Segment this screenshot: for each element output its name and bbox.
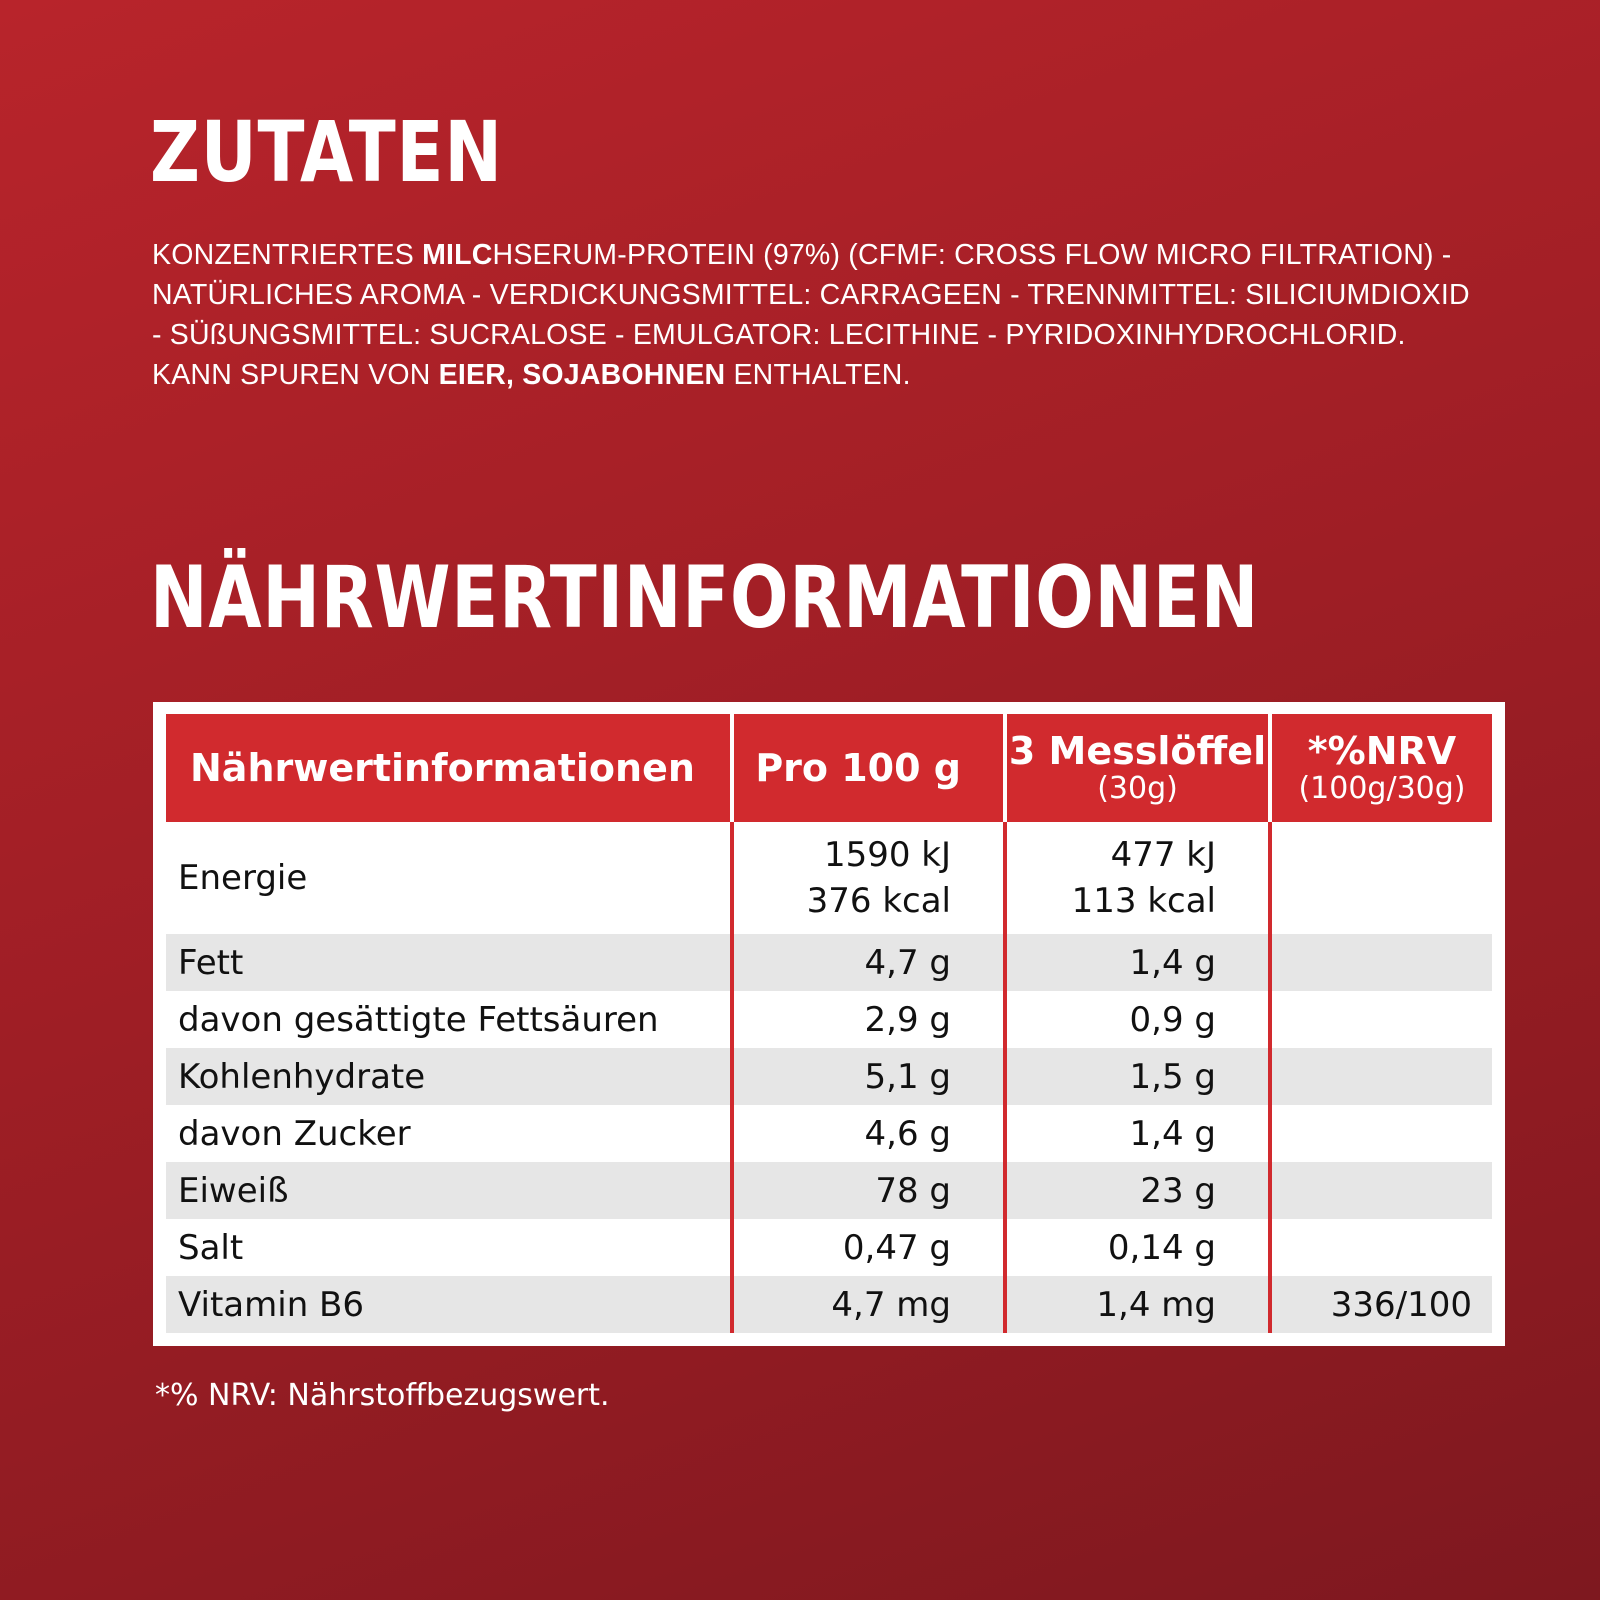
value-per-100g-line: 5,1 g — [864, 1056, 951, 1097]
header-portion — [1005, 714, 1270, 822]
value-per-100g-line: 1590 kJ — [823, 835, 951, 875]
value-per-portion-line: 113 kcal — [1071, 881, 1216, 921]
value-per-100g — [732, 1162, 1005, 1219]
value-per-portion — [1005, 934, 1270, 991]
header-portion-label: 3 Messlöffel — [1008, 729, 1267, 773]
value-nrv — [1270, 1219, 1492, 1276]
value-per-portion — [1005, 822, 1270, 934]
nutrient-name: davon Zucker — [166, 1105, 732, 1162]
ingredient-text: KONZENTRIERTES — [152, 239, 423, 271]
value-per-portion — [1005, 1162, 1270, 1219]
value-per-portion-line: 477 kJ — [1110, 835, 1216, 875]
nutrition-table-header-row — [166, 714, 1492, 822]
zutaten-heading: ZUTATEN — [150, 103, 503, 201]
value-per-100g-line: 2,9 g — [864, 999, 951, 1040]
ingredient-text: ENTHALTEN. — [725, 359, 911, 391]
value-per-portion-line: 1,4 g — [1129, 942, 1216, 983]
nutrient-name: Fett — [166, 934, 732, 991]
value-per-100g-line: 78 g — [875, 1170, 951, 1211]
table-row — [166, 991, 1492, 1048]
value-per-100g — [732, 1048, 1005, 1105]
value-per-portion-line: 1,4 g — [1129, 1113, 1216, 1154]
header-nrv — [1270, 714, 1492, 822]
value-per-portion — [1005, 1048, 1270, 1105]
value-per-100g — [732, 991, 1005, 1048]
header-nutrient: Nährwertinformationen — [166, 714, 732, 822]
nutrient-name: Energie — [166, 822, 732, 934]
nutrition-table — [166, 714, 1492, 1333]
nutrition-table-container — [153, 702, 1505, 1346]
value-nrv — [1270, 991, 1492, 1048]
table-row — [166, 1276, 1492, 1333]
nutrient-name: Kohlenhydrate — [166, 1048, 732, 1105]
value-per-100g-line: 0,47 g — [842, 1227, 951, 1268]
nutrition-heading: NÄHRWERTINFORMATIONEN — [150, 548, 1260, 648]
header-per-100g: Pro 100 g — [732, 714, 1005, 822]
value-per-100g-line: 376 kcal — [806, 881, 951, 921]
value-per-portion-line: 1,5 g — [1129, 1056, 1216, 1097]
value-nrv — [1270, 934, 1492, 991]
value-per-100g — [732, 822, 1005, 934]
nutrient-name: Vitamin B6 — [166, 1276, 732, 1333]
allergen-text: EIER, SOJABOHNEN — [438, 359, 726, 391]
value-nrv — [1270, 1105, 1492, 1162]
nutrient-name: Eiweiß — [166, 1162, 732, 1219]
allergen-text: MILC — [422, 239, 493, 271]
nrv-footnote: *% NRV: Nährstoffbezugswert. — [155, 1378, 610, 1413]
header-nrv-label: *%NRV — [1307, 729, 1457, 773]
value-per-100g — [732, 1219, 1005, 1276]
table-row — [166, 1162, 1492, 1219]
table-row — [166, 1048, 1492, 1105]
value-per-portion — [1005, 1276, 1270, 1333]
value-nrv: 336/100 — [1270, 1276, 1492, 1333]
header-portion-sub: (30g) — [1097, 771, 1178, 806]
table-row — [166, 822, 1492, 934]
value-per-portion-line: 0,9 g — [1129, 999, 1216, 1040]
value-per-100g-line: 4,7 mg — [831, 1284, 951, 1325]
ingredient-text: HSERUM-PROTEIN (97%) (CFMF: CROSS FLOW MICRO FILTRATION) - NATÜRLICHES AROMA - VERDICKUNGSMITTEL: CARRAGEEN - TRENNMITTEL: SILICIUMDIOXID - SÜßUNGSMITTEL: SUCRALOSE - EMULGATOR: LECITHINE - PYRIDOXINHYDROCHLORID. KANN SPUREN VON — [152, 239, 1470, 391]
value-per-portion-line: 0,14 g — [1107, 1227, 1216, 1268]
value-per-portion — [1005, 1219, 1270, 1276]
value-nrv — [1270, 822, 1492, 934]
value-nrv — [1270, 1162, 1492, 1219]
value-per-portion — [1005, 1105, 1270, 1162]
table-row — [166, 1105, 1492, 1162]
value-nrv — [1270, 1048, 1492, 1105]
nutrient-name: davon gesättigte Fettsäuren — [166, 991, 732, 1048]
value-per-100g — [732, 1276, 1005, 1333]
value-per-100g-line: 4,7 g — [864, 942, 951, 983]
value-per-100g — [732, 934, 1005, 991]
value-per-100g-line: 4,6 g — [864, 1113, 951, 1154]
value-per-portion — [1005, 991, 1270, 1048]
nutrient-name: Salt — [166, 1219, 732, 1276]
value-per-portion-line: 23 g — [1140, 1170, 1216, 1211]
nutrition-table-body — [166, 822, 1492, 1333]
value-per-portion-line: 1,4 mg — [1096, 1284, 1216, 1325]
table-row — [166, 1219, 1492, 1276]
header-nrv-sub: (100g/30g) — [1298, 771, 1466, 806]
table-row — [166, 934, 1492, 991]
ingredients-text — [152, 235, 1482, 395]
value-per-100g — [732, 1105, 1005, 1162]
